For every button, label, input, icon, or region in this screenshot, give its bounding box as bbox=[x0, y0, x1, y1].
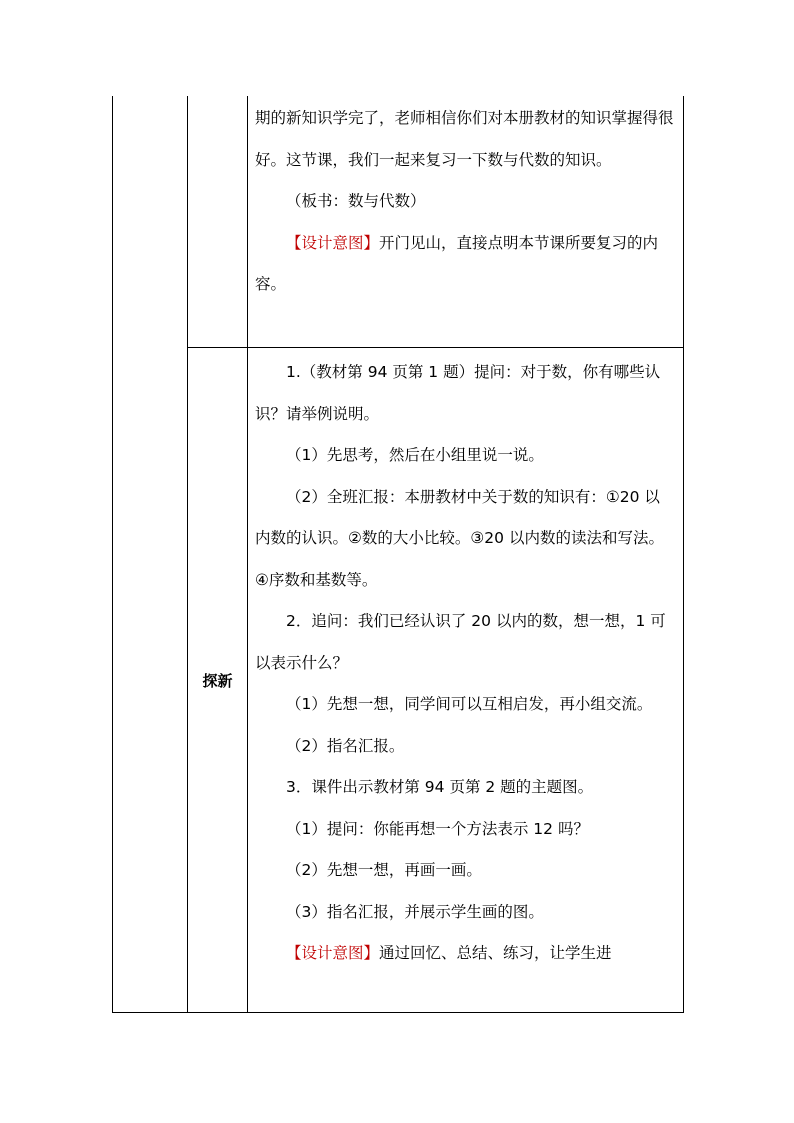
explore-paragraph: （3）指名汇报，并展示学生画的图。 bbox=[286, 902, 544, 921]
explore-paragraph: （2）先想一想，再画一画。 bbox=[286, 861, 482, 879]
explore-paragraph: （2）指名汇报。 bbox=[286, 736, 405, 755]
intro-cell bbox=[248, 98, 683, 306]
lesson-table bbox=[112, 96, 684, 1013]
design-intent-text: 开门见山，直接点明本节课所要复习的内容。 bbox=[255, 233, 659, 293]
row-divider bbox=[187, 347, 683, 348]
design-intent-label: 【设计意图】 bbox=[286, 944, 380, 962]
explore-cell bbox=[248, 352, 683, 975]
explore-paragraph: （1）提问：你能再想一个方法表示 12 吗？ bbox=[286, 819, 589, 838]
design-intent-paragraph bbox=[255, 223, 675, 306]
explore-paragraph: 1.（教材第 94 页第 1 题）提问：对于数，你有哪些认识？请举例说明。 bbox=[255, 363, 661, 423]
explore-paragraph: （2）全班汇报：本册教材中关于数的知识有：①20 以内数的认识。②数的大小比较。③20 以内数的读法和写法。④序数和基数等。 bbox=[255, 487, 664, 589]
intro-paragraph: 期的新知识学完了，老师相信你们对本册教材的知识掌握得很好。这节课，我们一起来复习一下数与代数的知识。 bbox=[255, 109, 674, 169]
explore-paragraph: 2．追问：我们已经认识了 20 以内的数，想一想，1 可以表示什么？ bbox=[255, 612, 666, 672]
row-label-explore: 探新 bbox=[202, 672, 233, 690]
board-note: （板书：数与代数） bbox=[286, 192, 426, 210]
design-intent-label: 【设计意图】 bbox=[286, 233, 380, 252]
explore-paragraph: （1）先想一想，同学间可以互相启发，再小组交流。 bbox=[286, 695, 653, 713]
design-intent-paragraph bbox=[255, 933, 675, 975]
explore-paragraph: 3．课件出示教材第 94 页第 2 题的主题图。 bbox=[286, 778, 594, 796]
design-intent-text: 通过回忆、总结、练习，让学生进 bbox=[379, 944, 612, 962]
explore-paragraph: （1）先思考，然后在小组里说一说。 bbox=[286, 446, 544, 464]
